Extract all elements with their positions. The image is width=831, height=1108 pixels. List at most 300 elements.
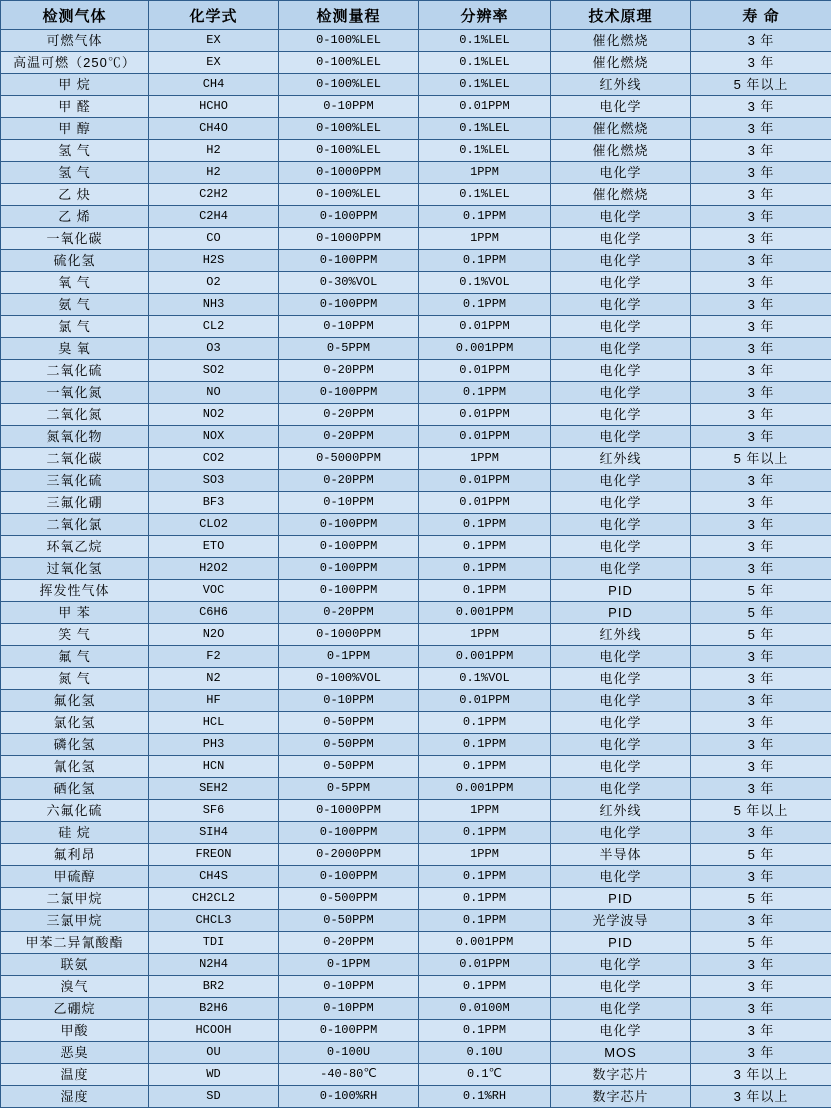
- cell-lifespan: 5 年: [691, 844, 831, 866]
- cell-technology: 电化学: [551, 822, 691, 844]
- cell-lifespan: 3 年: [691, 338, 831, 360]
- cell-lifespan: 3 年: [691, 756, 831, 778]
- table-row: [1, 382, 831, 404]
- cell-resolution: 0.01PPM: [419, 470, 551, 492]
- cell-gas-name: 氟利昂: [1, 844, 149, 866]
- cell-resolution: 0.01PPM: [419, 96, 551, 118]
- cell-range: 0-1000PPM: [279, 228, 419, 250]
- cell-formula: CH4O: [149, 118, 279, 140]
- cell-range: 0-5PPM: [279, 778, 419, 800]
- cell-resolution: 1PPM: [419, 844, 551, 866]
- cell-formula: C2H2: [149, 184, 279, 206]
- table-row: [1, 998, 831, 1020]
- cell-range: 0-100PPM: [279, 580, 419, 602]
- cell-range: 0-100%LEL: [279, 118, 419, 140]
- cell-formula: B2H6: [149, 998, 279, 1020]
- cell-technology: PID: [551, 580, 691, 602]
- cell-formula: H2: [149, 140, 279, 162]
- cell-lifespan: 3 年: [691, 470, 831, 492]
- cell-formula: H2: [149, 162, 279, 184]
- cell-technology: PID: [551, 888, 691, 910]
- cell-lifespan: 3 年: [691, 96, 831, 118]
- cell-range: 0-20PPM: [279, 470, 419, 492]
- cell-range: 0-100PPM: [279, 382, 419, 404]
- cell-formula: SD: [149, 1086, 279, 1108]
- cell-resolution: 1PPM: [419, 800, 551, 822]
- cell-technology: 电化学: [551, 272, 691, 294]
- cell-resolution: 0.1PPM: [419, 250, 551, 272]
- cell-gas-name: 氮 气: [1, 668, 149, 690]
- cell-technology: 电化学: [551, 206, 691, 228]
- cell-resolution: 0.1%VOL: [419, 272, 551, 294]
- cell-technology: 电化学: [551, 338, 691, 360]
- cell-gas-name: 甲 醛: [1, 96, 149, 118]
- cell-gas-name: 可燃气体: [1, 30, 149, 52]
- table-row: [1, 118, 831, 140]
- cell-resolution: 1PPM: [419, 448, 551, 470]
- cell-gas-name: 氯化氢: [1, 712, 149, 734]
- cell-lifespan: 3 年: [691, 228, 831, 250]
- cell-resolution: 0.1PPM: [419, 756, 551, 778]
- table-row: [1, 888, 831, 910]
- cell-technology: 催化燃烧: [551, 184, 691, 206]
- cell-gas-name: 二氧化硫: [1, 360, 149, 382]
- cell-lifespan: 3 年: [691, 360, 831, 382]
- column-header-gas-name: 检测气体: [1, 1, 149, 30]
- cell-lifespan: 3 年: [691, 998, 831, 1020]
- cell-formula: SO3: [149, 470, 279, 492]
- cell-formula: BR2: [149, 976, 279, 998]
- cell-range: 0-50PPM: [279, 910, 419, 932]
- table-header: [1, 1, 831, 30]
- cell-technology: 电化学: [551, 470, 691, 492]
- table-row: [1, 426, 831, 448]
- cell-range: 0-20PPM: [279, 426, 419, 448]
- column-header-lifespan: 寿 命: [691, 1, 831, 30]
- column-header-formula: 化学式: [149, 1, 279, 30]
- cell-formula: NO: [149, 382, 279, 404]
- cell-range: 0-1PPM: [279, 954, 419, 976]
- cell-range: 0-100%LEL: [279, 30, 419, 52]
- cell-range: 0-1000PPM: [279, 624, 419, 646]
- cell-formula: O3: [149, 338, 279, 360]
- cell-lifespan: 3 年: [691, 976, 831, 998]
- table-body: [1, 30, 831, 1108]
- cell-formula: CH2CL2: [149, 888, 279, 910]
- cell-formula: CH4: [149, 74, 279, 96]
- cell-technology: 电化学: [551, 734, 691, 756]
- cell-gas-name: 甲 烷: [1, 74, 149, 96]
- cell-range: 0-2000PPM: [279, 844, 419, 866]
- cell-technology: 电化学: [551, 360, 691, 382]
- cell-formula: C2H4: [149, 206, 279, 228]
- cell-lifespan: 5 年: [691, 932, 831, 954]
- cell-formula: OU: [149, 1042, 279, 1064]
- table-row: [1, 294, 831, 316]
- cell-technology: 电化学: [551, 690, 691, 712]
- cell-lifespan: 3 年: [691, 316, 831, 338]
- cell-range: 0-100U: [279, 1042, 419, 1064]
- cell-resolution: 0.1PPM: [419, 1020, 551, 1042]
- cell-gas-name: 二氧化氮: [1, 404, 149, 426]
- cell-gas-name: 甲硫醇: [1, 866, 149, 888]
- cell-resolution: 1PPM: [419, 624, 551, 646]
- cell-resolution: 0.01PPM: [419, 492, 551, 514]
- cell-formula: SO2: [149, 360, 279, 382]
- cell-gas-name: 恶臭: [1, 1042, 149, 1064]
- column-header-resolution: 分辨率: [419, 1, 551, 30]
- cell-range: 0-5PPM: [279, 338, 419, 360]
- cell-gas-name: 湿度: [1, 1086, 149, 1108]
- cell-resolution: 0.01PPM: [419, 316, 551, 338]
- table-row: [1, 1086, 831, 1108]
- cell-technology: 电化学: [551, 404, 691, 426]
- table-row: [1, 96, 831, 118]
- cell-gas-name: 三氯甲烷: [1, 910, 149, 932]
- cell-resolution: 0.1PPM: [419, 514, 551, 536]
- cell-lifespan: 5 年: [691, 888, 831, 910]
- cell-resolution: 0.01PPM: [419, 954, 551, 976]
- cell-range: 0-100PPM: [279, 536, 419, 558]
- cell-gas-name: 氯 气: [1, 316, 149, 338]
- cell-technology: 电化学: [551, 514, 691, 536]
- cell-technology: 电化学: [551, 228, 691, 250]
- cell-formula: SIH4: [149, 822, 279, 844]
- table-header-row: [1, 1, 831, 30]
- table-row: [1, 448, 831, 470]
- cell-resolution: 0.001PPM: [419, 646, 551, 668]
- cell-lifespan: 5 年以上: [691, 800, 831, 822]
- cell-lifespan: 3 年: [691, 30, 831, 52]
- cell-formula: F2: [149, 646, 279, 668]
- cell-technology: 催化燃烧: [551, 140, 691, 162]
- table-row: [1, 360, 831, 382]
- cell-resolution: 0.1PPM: [419, 382, 551, 404]
- cell-lifespan: 3 年: [691, 118, 831, 140]
- cell-range: -40-80℃: [279, 1064, 419, 1086]
- cell-technology: 红外线: [551, 800, 691, 822]
- cell-gas-name: 甲 醇: [1, 118, 149, 140]
- cell-gas-name: 笑 气: [1, 624, 149, 646]
- cell-gas-name: 磷化氢: [1, 734, 149, 756]
- cell-resolution: 0.0100M: [419, 998, 551, 1020]
- cell-technology: 电化学: [551, 954, 691, 976]
- cell-resolution: 0.1PPM: [419, 734, 551, 756]
- table-row: [1, 580, 831, 602]
- cell-range: 0-10PPM: [279, 96, 419, 118]
- cell-lifespan: 3 年: [691, 184, 831, 206]
- cell-gas-name: 乙 炔: [1, 184, 149, 206]
- cell-formula: HCL: [149, 712, 279, 734]
- cell-technology: 电化学: [551, 976, 691, 998]
- cell-formula: FREON: [149, 844, 279, 866]
- cell-resolution: 0.1PPM: [419, 976, 551, 998]
- cell-lifespan: 3 年: [691, 866, 831, 888]
- cell-technology: 电化学: [551, 646, 691, 668]
- cell-formula: C6H6: [149, 602, 279, 624]
- cell-resolution: 0.001PPM: [419, 602, 551, 624]
- cell-formula: CL2: [149, 316, 279, 338]
- cell-lifespan: 3 年: [691, 1020, 831, 1042]
- cell-technology: MOS: [551, 1042, 691, 1064]
- table-row: [1, 272, 831, 294]
- cell-resolution: 0.1%LEL: [419, 30, 551, 52]
- cell-gas-name: 氰化氢: [1, 756, 149, 778]
- cell-technology: 红外线: [551, 624, 691, 646]
- table-row: [1, 866, 831, 888]
- cell-lifespan: 3 年: [691, 382, 831, 404]
- cell-technology: 电化学: [551, 1020, 691, 1042]
- cell-resolution: 0.01PPM: [419, 360, 551, 382]
- table-row: [1, 316, 831, 338]
- cell-resolution: 0.1%LEL: [419, 118, 551, 140]
- table-row: [1, 712, 831, 734]
- cell-formula: CLO2: [149, 514, 279, 536]
- table-row: [1, 976, 831, 998]
- table-row: [1, 492, 831, 514]
- cell-gas-name: 甲 苯: [1, 602, 149, 624]
- cell-range: 0-100%LEL: [279, 184, 419, 206]
- cell-technology: 电化学: [551, 558, 691, 580]
- cell-resolution: 0.001PPM: [419, 932, 551, 954]
- cell-resolution: 0.1℃: [419, 1064, 551, 1086]
- cell-resolution: 0.1PPM: [419, 888, 551, 910]
- cell-lifespan: 5 年以上: [691, 74, 831, 96]
- cell-gas-name: 三氟化硼: [1, 492, 149, 514]
- cell-resolution: 0.1%LEL: [419, 184, 551, 206]
- cell-range: 0-100%RH: [279, 1086, 419, 1108]
- cell-lifespan: 3 年: [691, 558, 831, 580]
- cell-range: 0-100PPM: [279, 822, 419, 844]
- cell-technology: 电化学: [551, 866, 691, 888]
- cell-formula: O2: [149, 272, 279, 294]
- cell-range: 0-100%LEL: [279, 52, 419, 74]
- cell-technology: 电化学: [551, 316, 691, 338]
- cell-gas-name: 硅 烷: [1, 822, 149, 844]
- cell-range: 0-10PPM: [279, 690, 419, 712]
- cell-range: 0-20PPM: [279, 602, 419, 624]
- table-row: [1, 536, 831, 558]
- cell-gas-name: 六氟化硫: [1, 800, 149, 822]
- table-row: [1, 558, 831, 580]
- cell-gas-name: 二氧化氯: [1, 514, 149, 536]
- cell-formula: EX: [149, 52, 279, 74]
- cell-lifespan: 3 年: [691, 954, 831, 976]
- cell-formula: EX: [149, 30, 279, 52]
- cell-range: 0-100%VOL: [279, 668, 419, 690]
- cell-lifespan: 3 年: [691, 712, 831, 734]
- cell-gas-name: 硒化氢: [1, 778, 149, 800]
- cell-technology: 电化学: [551, 756, 691, 778]
- cell-range: 0-50PPM: [279, 712, 419, 734]
- cell-gas-name: 二氧化碳: [1, 448, 149, 470]
- cell-formula: SF6: [149, 800, 279, 822]
- cell-formula: ETO: [149, 536, 279, 558]
- cell-range: 0-30%VOL: [279, 272, 419, 294]
- cell-formula: VOC: [149, 580, 279, 602]
- cell-range: 0-100PPM: [279, 206, 419, 228]
- cell-technology: 催化燃烧: [551, 30, 691, 52]
- cell-technology: 电化学: [551, 426, 691, 448]
- cell-technology: 电化学: [551, 96, 691, 118]
- cell-range: 0-10PPM: [279, 976, 419, 998]
- cell-range: 0-1000PPM: [279, 800, 419, 822]
- cell-gas-name: 乙硼烷: [1, 998, 149, 1020]
- table-row: [1, 778, 831, 800]
- cell-technology: 电化学: [551, 778, 691, 800]
- table-row: [1, 1042, 831, 1064]
- cell-technology: 电化学: [551, 668, 691, 690]
- cell-range: 0-100PPM: [279, 558, 419, 580]
- cell-formula: N2: [149, 668, 279, 690]
- table-row: [1, 206, 831, 228]
- cell-formula: WD: [149, 1064, 279, 1086]
- table-row: [1, 514, 831, 536]
- cell-range: 0-10PPM: [279, 998, 419, 1020]
- cell-resolution: 0.001PPM: [419, 778, 551, 800]
- cell-technology: 红外线: [551, 74, 691, 96]
- cell-formula: SEH2: [149, 778, 279, 800]
- cell-resolution: 0.001PPM: [419, 338, 551, 360]
- table-row: [1, 954, 831, 976]
- cell-gas-name: 温度: [1, 1064, 149, 1086]
- cell-lifespan: 3 年: [691, 492, 831, 514]
- table-row: [1, 800, 831, 822]
- cell-range: 0-20PPM: [279, 360, 419, 382]
- cell-resolution: 0.1PPM: [419, 536, 551, 558]
- cell-formula: CHCL3: [149, 910, 279, 932]
- table-row: [1, 338, 831, 360]
- cell-gas-name: 一氧化氮: [1, 382, 149, 404]
- cell-range: 0-1PPM: [279, 646, 419, 668]
- cell-lifespan: 3 年以上: [691, 1086, 831, 1108]
- table-row: [1, 734, 831, 756]
- table-row: [1, 250, 831, 272]
- cell-technology: 电化学: [551, 998, 691, 1020]
- cell-lifespan: 3 年: [691, 1042, 831, 1064]
- table-row: [1, 646, 831, 668]
- cell-gas-name: 三氧化硫: [1, 470, 149, 492]
- cell-formula: CO2: [149, 448, 279, 470]
- cell-resolution: 1PPM: [419, 228, 551, 250]
- cell-lifespan: 3 年: [691, 426, 831, 448]
- table-row: [1, 184, 831, 206]
- cell-technology: 半导体: [551, 844, 691, 866]
- table-row: [1, 690, 831, 712]
- cell-resolution: 0.10U: [419, 1042, 551, 1064]
- cell-formula: N2O: [149, 624, 279, 646]
- cell-lifespan: 3 年: [691, 734, 831, 756]
- table-row: [1, 910, 831, 932]
- cell-formula: NH3: [149, 294, 279, 316]
- table-row: [1, 1020, 831, 1042]
- cell-lifespan: 3 年: [691, 250, 831, 272]
- cell-range: 0-100PPM: [279, 1020, 419, 1042]
- table-row: [1, 932, 831, 954]
- table-row: [1, 228, 831, 250]
- cell-lifespan: 3 年以上: [691, 1064, 831, 1086]
- cell-range: 0-20PPM: [279, 932, 419, 954]
- cell-formula: HCHO: [149, 96, 279, 118]
- cell-formula: BF3: [149, 492, 279, 514]
- cell-formula: PH3: [149, 734, 279, 756]
- cell-resolution: 0.1PPM: [419, 294, 551, 316]
- cell-formula: HF: [149, 690, 279, 712]
- cell-resolution: 1PPM: [419, 162, 551, 184]
- cell-technology: 光学波导: [551, 910, 691, 932]
- cell-gas-name: 二氯甲烷: [1, 888, 149, 910]
- cell-resolution: 0.1PPM: [419, 866, 551, 888]
- cell-gas-name: 氟 气: [1, 646, 149, 668]
- cell-technology: 电化学: [551, 382, 691, 404]
- cell-range: 0-5000PPM: [279, 448, 419, 470]
- cell-formula: CH4S: [149, 866, 279, 888]
- cell-range: 0-50PPM: [279, 734, 419, 756]
- cell-gas-name: 臭 氧: [1, 338, 149, 360]
- cell-gas-name: 溴气: [1, 976, 149, 998]
- cell-lifespan: 5 年: [691, 624, 831, 646]
- table-row: [1, 822, 831, 844]
- cell-gas-name: 硫化氢: [1, 250, 149, 272]
- cell-lifespan: 3 年: [691, 668, 831, 690]
- cell-technology: 电化学: [551, 250, 691, 272]
- cell-formula: H2S: [149, 250, 279, 272]
- cell-formula: CO: [149, 228, 279, 250]
- table-row: [1, 30, 831, 52]
- cell-lifespan: 3 年: [691, 646, 831, 668]
- cell-technology: 催化燃烧: [551, 118, 691, 140]
- cell-lifespan: 3 年: [691, 272, 831, 294]
- cell-range: 0-100%LEL: [279, 140, 419, 162]
- cell-resolution: 0.1%LEL: [419, 52, 551, 74]
- cell-lifespan: 3 年: [691, 52, 831, 74]
- cell-lifespan: 3 年: [691, 404, 831, 426]
- cell-range: 0-100PPM: [279, 514, 419, 536]
- cell-lifespan: 3 年: [691, 778, 831, 800]
- cell-gas-name: 氧 气: [1, 272, 149, 294]
- table-row: [1, 140, 831, 162]
- cell-resolution: 0.1PPM: [419, 580, 551, 602]
- cell-formula: HCOOH: [149, 1020, 279, 1042]
- table-row: [1, 668, 831, 690]
- column-header-range: 检测量程: [279, 1, 419, 30]
- cell-gas-name: 环氧乙烷: [1, 536, 149, 558]
- cell-lifespan: 3 年: [691, 536, 831, 558]
- table-row: [1, 624, 831, 646]
- cell-resolution: 0.1%LEL: [419, 74, 551, 96]
- cell-lifespan: 3 年: [691, 140, 831, 162]
- cell-gas-name: 一氧化碳: [1, 228, 149, 250]
- cell-range: 0-10PPM: [279, 316, 419, 338]
- cell-gas-name: 氢 气: [1, 162, 149, 184]
- cell-technology: 电化学: [551, 712, 691, 734]
- column-header-technology: 技术原理: [551, 1, 691, 30]
- cell-range: 0-10PPM: [279, 492, 419, 514]
- cell-resolution: 0.01PPM: [419, 426, 551, 448]
- table-row: [1, 52, 831, 74]
- cell-technology: 红外线: [551, 448, 691, 470]
- table-row: [1, 756, 831, 778]
- cell-technology: 催化燃烧: [551, 52, 691, 74]
- cell-range: 0-100%LEL: [279, 74, 419, 96]
- cell-formula: HCN: [149, 756, 279, 778]
- cell-lifespan: 3 年: [691, 162, 831, 184]
- cell-technology: 数字芯片: [551, 1064, 691, 1086]
- cell-resolution: 0.1PPM: [419, 712, 551, 734]
- cell-technology: 电化学: [551, 294, 691, 316]
- table-row: [1, 602, 831, 624]
- cell-gas-name: 甲苯二异氰酸酯: [1, 932, 149, 954]
